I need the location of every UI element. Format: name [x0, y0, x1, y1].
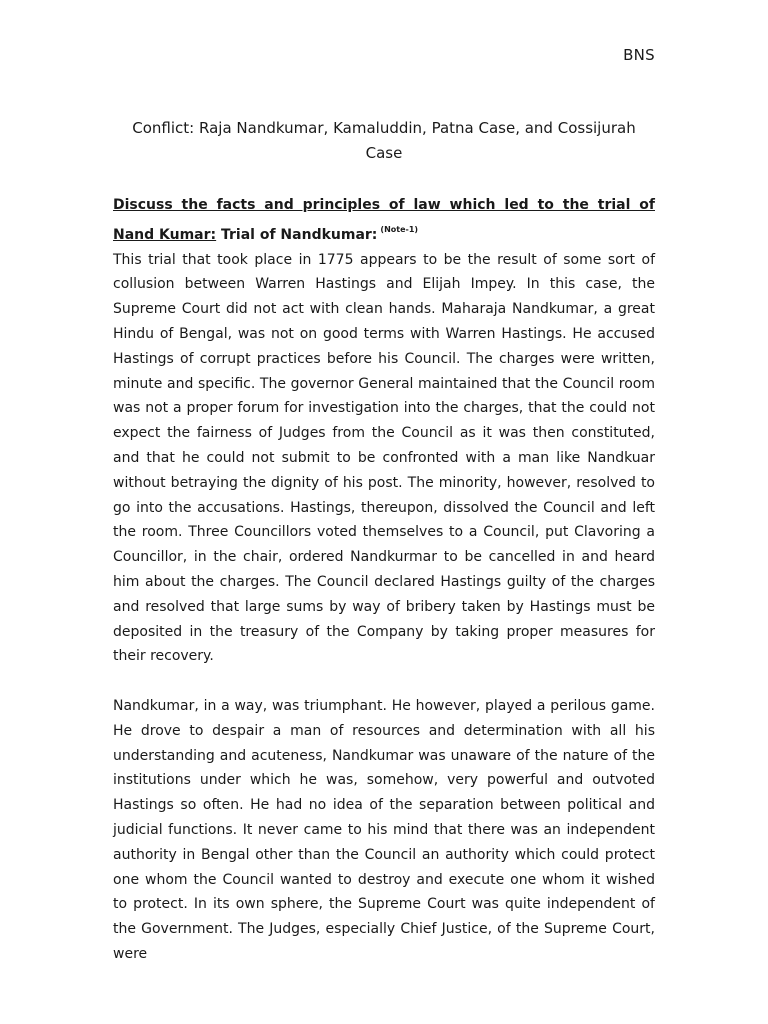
document-title: Conflict: Raja Nandkumar, Kamaluddin, Patna Case, and Cossijurah Case — [132, 119, 636, 162]
document-body — [113, 193, 655, 967]
question-subject: Nand Kumar: — [113, 226, 217, 243]
header-initials: BNS — [623, 46, 655, 64]
paragraph-spacer — [113, 669, 655, 694]
question-line-1: Discuss the facts and principles of law which led to the trial of — [113, 197, 655, 213]
question-line-2 — [113, 218, 655, 248]
question-heading: Trial of Nandkumar: — [216, 226, 378, 243]
paragraph-2: Nandkumar, in a way, was triumphant. He however, played a perilous game. He drove to despair a man of resources and determination with all his understanding and acuteness, Nandkumar was unaware of the nature of the institutions under which he was, somehow, very powerful and outvoted Hastings so often. He had no idea of the separation between political and judicial functions. It never came to his mind that there was an independent authority in Bengal other than the Council an authority which could protect one whom the Council wanted to destroy and execute one whom it wished to protect. In its own sphere, the Supreme Court was quite independent of the Government. The Judges, especially Chief Justice, of the Supreme Court, were — [113, 697, 655, 962]
footnote-marker: (Note-1) — [380, 224, 419, 234]
paragraph-1: This trial that took place in 1775 appears to be the result of some sort of collusion between Warren Hastings and Elijah Impey. In this case, the Supreme Court did not act with clean hands. Maharaja Nandkumar, a great Hindu of Bengal, was not on good terms with Warren Hastings. He accused Hastings of corrupt practices before his Council. The charges were written, minute and specific. The governor General maintained that the Council room was not a proper forum for investigation into the charges, that the could not expect the fairness of Judges from the Council as it was then constituted, and that he could not submit to be confronted with a man like Nandkuar without betraying the dignity of his post. The minority, however, resolved to go into the accusations. Hastings, thereupon, dissolved the Council and left the room. Three Councillors voted themselves to a Council, put Clavoring a Councillor, in the chair, ordered Nandkurmar to be cancelled in and heard him about the charges. The Council declared Hastings guilty of the charges and resolved that large sums by way of bribery taken by Hastings must be deposited in the treasury of the Company by taking proper measures for their recovery. — [113, 251, 655, 665]
